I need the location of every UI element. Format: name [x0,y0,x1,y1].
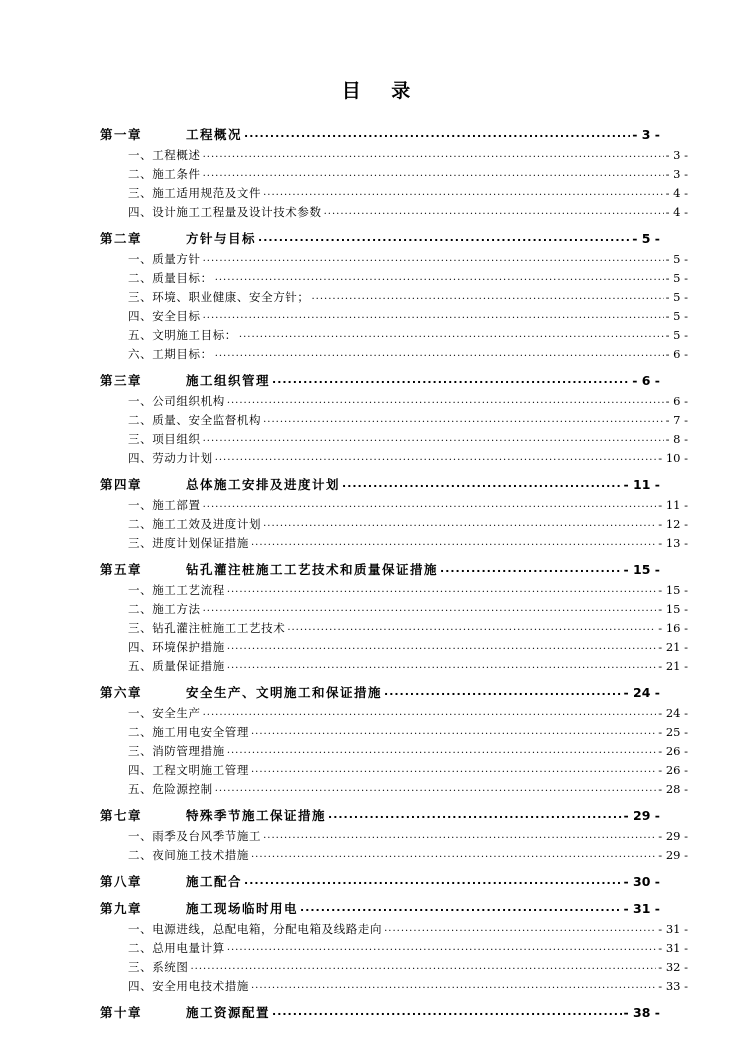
toc-dot-leader [215,452,657,463]
toc-section-entry[interactable] [96,497,688,513]
toc-section-entry[interactable] [96,289,688,305]
toc-section-title: 三、钻孔灌注桩施工工艺技术 [128,621,286,635]
toc-dot-leader [203,253,664,264]
toc-page-number: - 21 - [658,640,688,654]
toc-section-entry[interactable] [96,185,688,201]
toc-section-entry[interactable] [96,959,688,975]
toc-dot-leader [263,518,656,529]
toc-page-number: - 33 - [658,979,688,993]
toc-section-title: 四、设计施工工程量及设计技术参数 [128,205,322,219]
toc-page-number: - 31 - [623,901,660,916]
toc-section-entry[interactable] [96,847,688,863]
toc-section-entry[interactable] [96,204,688,220]
toc-dot-leader [258,231,630,244]
toc-dot-leader [203,310,664,321]
toc-page-number: - 3 - [665,148,688,162]
toc-dot-leader [342,477,622,490]
toc-chapter-label [100,229,256,247]
toc-chapter-title: 方针与目标 [186,231,257,246]
toc-section-title: 三、环境、职业健康、安全方针； [128,290,310,304]
toc-page-number: - 6 - [632,373,660,388]
toc-dot-leader [227,942,656,953]
toc-page-number: - 4 - [665,205,688,219]
toc-chapter-label [100,1003,270,1021]
toc-section-entry[interactable] [96,346,688,362]
toc-page-number: - 26 - [658,763,688,777]
toc-section-entry[interactable] [96,535,688,551]
toc-page-number: - 29 - [658,829,688,843]
toc-page-number: - 4 - [665,186,688,200]
toc-dot-leader [203,433,664,444]
toc-list [96,125,688,1021]
toc-dot-leader [203,168,664,179]
toc-section-title: 四、安全目标 [128,309,201,323]
toc-dot-leader [203,499,657,510]
toc-page-number: - 11 - [623,477,660,492]
toc-section-entry[interactable] [96,601,688,617]
toc-dot-leader [227,395,664,406]
toc-section-title: 二、施工条件 [128,167,201,181]
toc-dot-leader [300,901,622,914]
toc-section-entry[interactable] [96,393,688,409]
toc-chapter-label [100,683,382,701]
toc-chapter-title: 特殊季节施工保证措施 [186,808,327,823]
toc-page-number: - 30 - [623,874,660,889]
toc-dot-leader [384,923,656,934]
page-title: 目 录 [341,80,423,102]
toc-chapter-label [100,475,340,493]
toc-section-title: 三、施工适用规范及文件 [128,186,262,200]
toc-section-title: 二、质量、安全监督机构 [128,413,262,427]
toc-section-title: 三、消防管理措施 [128,744,225,758]
toc-chapter-title: 安全生产、文明施工和保证措施 [186,685,383,700]
toc-chapter-entry[interactable] [96,683,660,701]
toc-dot-leader [215,348,664,359]
toc-section-title: 二、施工方法 [128,602,201,616]
toc-page-number: - 13 - [658,536,688,550]
toc-dot-leader [251,726,656,737]
toc-dot-leader [263,830,656,841]
toc-section-title: 五、文明施工目标： [128,328,237,342]
toc-section-entry[interactable] [96,270,688,286]
toc-section-entry[interactable] [96,308,688,324]
toc-page-number: - 6 - [665,394,688,408]
toc-page-number: - 5 - [632,231,660,246]
toc-dot-leader [244,874,622,887]
toc-dot-leader [244,127,630,140]
toc-chapter-number: 第八章 [100,874,143,889]
toc-section-title: 三、项目组织 [128,432,201,446]
toc-section-entry[interactable] [96,940,688,956]
toc-chapter-number: 第二章 [100,231,143,246]
toc-section-entry[interactable] [96,412,688,428]
toc-section-title: 一、工程概述 [128,148,201,162]
toc-section-entry[interactable] [96,431,688,447]
toc-page-number: - 24 - [658,706,688,720]
toc-section-entry[interactable] [96,450,688,466]
toc-chapter-title: 施工现场临时用电 [186,901,299,916]
toc-section-entry[interactable] [96,516,688,532]
toc-dot-leader [272,1005,622,1018]
toc-section-entry[interactable] [96,251,688,267]
toc-chapter-title: 工程概况 [186,127,243,142]
toc-dot-leader [440,562,622,575]
toc-page-number: - 21 - [658,659,688,673]
toc-page-number: - 28 - [658,782,688,796]
toc-chapter-entry[interactable] [96,1003,660,1021]
toc-section-entry[interactable] [96,978,688,994]
toc-chapter-entry[interactable] [96,125,660,143]
toc-dot-leader [384,685,622,698]
toc-dot-leader [215,272,664,283]
toc-chapter-label [100,872,242,890]
toc-chapter-entry[interactable] [96,560,660,578]
toc-page-number: - 24 - [623,685,660,700]
toc-section-entry[interactable] [96,582,688,598]
toc-page-number: - 8 - [665,432,688,446]
toc-page-number: - 32 - [658,960,688,974]
toc-section-title: 一、施工部置 [128,498,201,512]
toc-page-number: - 25 - [658,725,688,739]
toc-chapter-entry[interactable] [96,229,660,247]
toc-section-title: 三、系统图 [128,960,189,974]
toc-page-number: - 12 - [658,517,688,531]
toc-chapter-entry[interactable] [96,806,660,824]
toc-chapter-label [100,560,438,578]
toc-section-title: 一、雨季及台风季节施工 [128,829,262,843]
toc-section-title: 五、危险源控制 [128,782,213,796]
toc-dot-leader [227,660,656,671]
toc-dot-leader [203,603,657,614]
toc-dot-leader [263,187,663,198]
toc-dot-leader [203,149,664,160]
toc-section-entry[interactable] [96,658,688,674]
toc-dot-leader [287,622,656,633]
toc-chapter-label [100,371,270,389]
toc-section-entry[interactable] [96,327,688,343]
toc-dot-leader [263,414,663,425]
toc-dot-leader [191,961,657,972]
toc-chapter-number: 第三章 [100,373,143,388]
toc-dot-leader [203,707,657,718]
toc-section-title: 一、施工工艺流程 [128,583,225,597]
toc-page-number: - 11 - [658,498,688,512]
toc-dot-leader [227,641,656,652]
toc-page-number: - 10 - [658,451,688,465]
toc-section-title: 三、进度计划保证措施 [128,536,249,550]
toc-section-entry[interactable] [96,724,688,740]
toc-page-number: - 31 - [658,941,688,955]
toc-dot-leader [324,206,664,217]
toc-section-entry[interactable] [96,762,688,778]
toc-chapter-title: 施工组织管理 [186,373,271,388]
toc-section-entry[interactable] [96,705,688,721]
toc-page-number: - 5 - [665,309,688,323]
toc-section-title: 二、施工用电安全管理 [128,725,249,739]
toc-page-number: - 5 - [665,271,688,285]
toc-page-number: - 38 - [623,1005,660,1020]
toc-section-entry[interactable] [96,639,688,655]
toc-dot-leader [251,537,656,548]
toc-section-title: 四、工程文明施工管理 [128,763,249,777]
toc-section-title: 一、电源进线，总配电箱，分配电箱及线路走向 [128,922,383,936]
toc-section-title: 二、施工工效及进度计划 [128,517,262,531]
toc-page-number: - 29 - [658,848,688,862]
toc-chapter-entry[interactable] [96,872,660,890]
toc-section-title: 一、公司组织机构 [128,394,225,408]
toc-page-number: - 3 - [632,127,660,142]
toc-dot-leader [227,584,656,595]
toc-chapter-title: 施工资源配置 [186,1005,271,1020]
toc-page-number: - 31 - [658,922,688,936]
toc-page-number: - 29 - [623,808,660,823]
toc-chapter-number: 第七章 [100,808,143,823]
toc-chapter-label [100,125,242,143]
toc-section-entry[interactable] [96,620,688,636]
toc-chapter-number: 第十章 [100,1005,143,1020]
toc-dot-leader [227,745,656,756]
toc-container [96,76,688,1025]
toc-chapter-number: 第六章 [100,685,143,700]
toc-section-title: 二、总用电量计算 [128,941,225,955]
toc-chapter-number: 第五章 [100,562,143,577]
toc-dot-leader [272,373,630,386]
toc-page-number: - 7 - [665,413,688,427]
toc-page-number: - 5 - [665,328,688,342]
toc-chapter-entry[interactable] [96,475,660,493]
toc-dot-leader [312,291,664,302]
toc-dot-leader [251,980,656,991]
toc-dot-leader [251,764,656,775]
toc-chapter-number: 第四章 [100,477,143,492]
toc-chapter-entry[interactable] [96,371,660,389]
toc-section-entry[interactable] [96,166,688,182]
toc-chapter-label [100,899,298,917]
toc-section-title: 六、工期目标： [128,347,213,361]
toc-chapter-number: 第九章 [100,901,143,916]
toc-page-number: - 26 - [658,744,688,758]
toc-section-title: 四、安全用电技术措施 [128,979,249,993]
toc-section-title: 一、安全生产 [128,706,201,720]
toc-page-number: - 5 - [665,252,688,266]
toc-chapter-title: 总体施工安排及进度计划 [186,477,341,492]
toc-section-title: 四、环境保护措施 [128,640,225,654]
toc-page-number: - 16 - [658,621,688,635]
toc-section-title: 五、质量保证措施 [128,659,225,673]
toc-page-number: - 15 - [658,602,688,616]
toc-section-entry[interactable] [96,743,688,759]
toc-dot-leader [215,783,657,794]
toc-page-number: - 15 - [623,562,660,577]
toc-section-title: 二、质量目标： [128,271,213,285]
toc-section-entry[interactable] [96,921,688,937]
toc-chapter-entry[interactable] [96,899,660,917]
toc-dot-leader [251,849,656,860]
toc-section-entry[interactable] [96,828,688,844]
toc-page-number: - 15 - [658,583,688,597]
toc-page-number: - 6 - [665,347,688,361]
toc-section-title: 一、质量方针 [128,252,201,266]
toc-dot-leader [328,808,622,821]
toc-section-title: 四、劳动力计划 [128,451,213,465]
toc-page-number: - 5 - [665,290,688,304]
toc-chapter-title: 施工配合 [186,874,243,889]
toc-chapter-title: 钻孔灌注桩施工工艺技术和质量保证措施 [186,562,439,577]
toc-section-entry[interactable] [96,781,688,797]
toc-page-number: - 3 - [665,167,688,181]
toc-section-title: 二、夜间施工技术措施 [128,848,249,862]
toc-chapter-number: 第一章 [100,127,143,142]
toc-section-entry[interactable] [96,147,688,163]
toc-dot-leader [239,329,664,340]
toc-chapter-label [100,806,326,824]
